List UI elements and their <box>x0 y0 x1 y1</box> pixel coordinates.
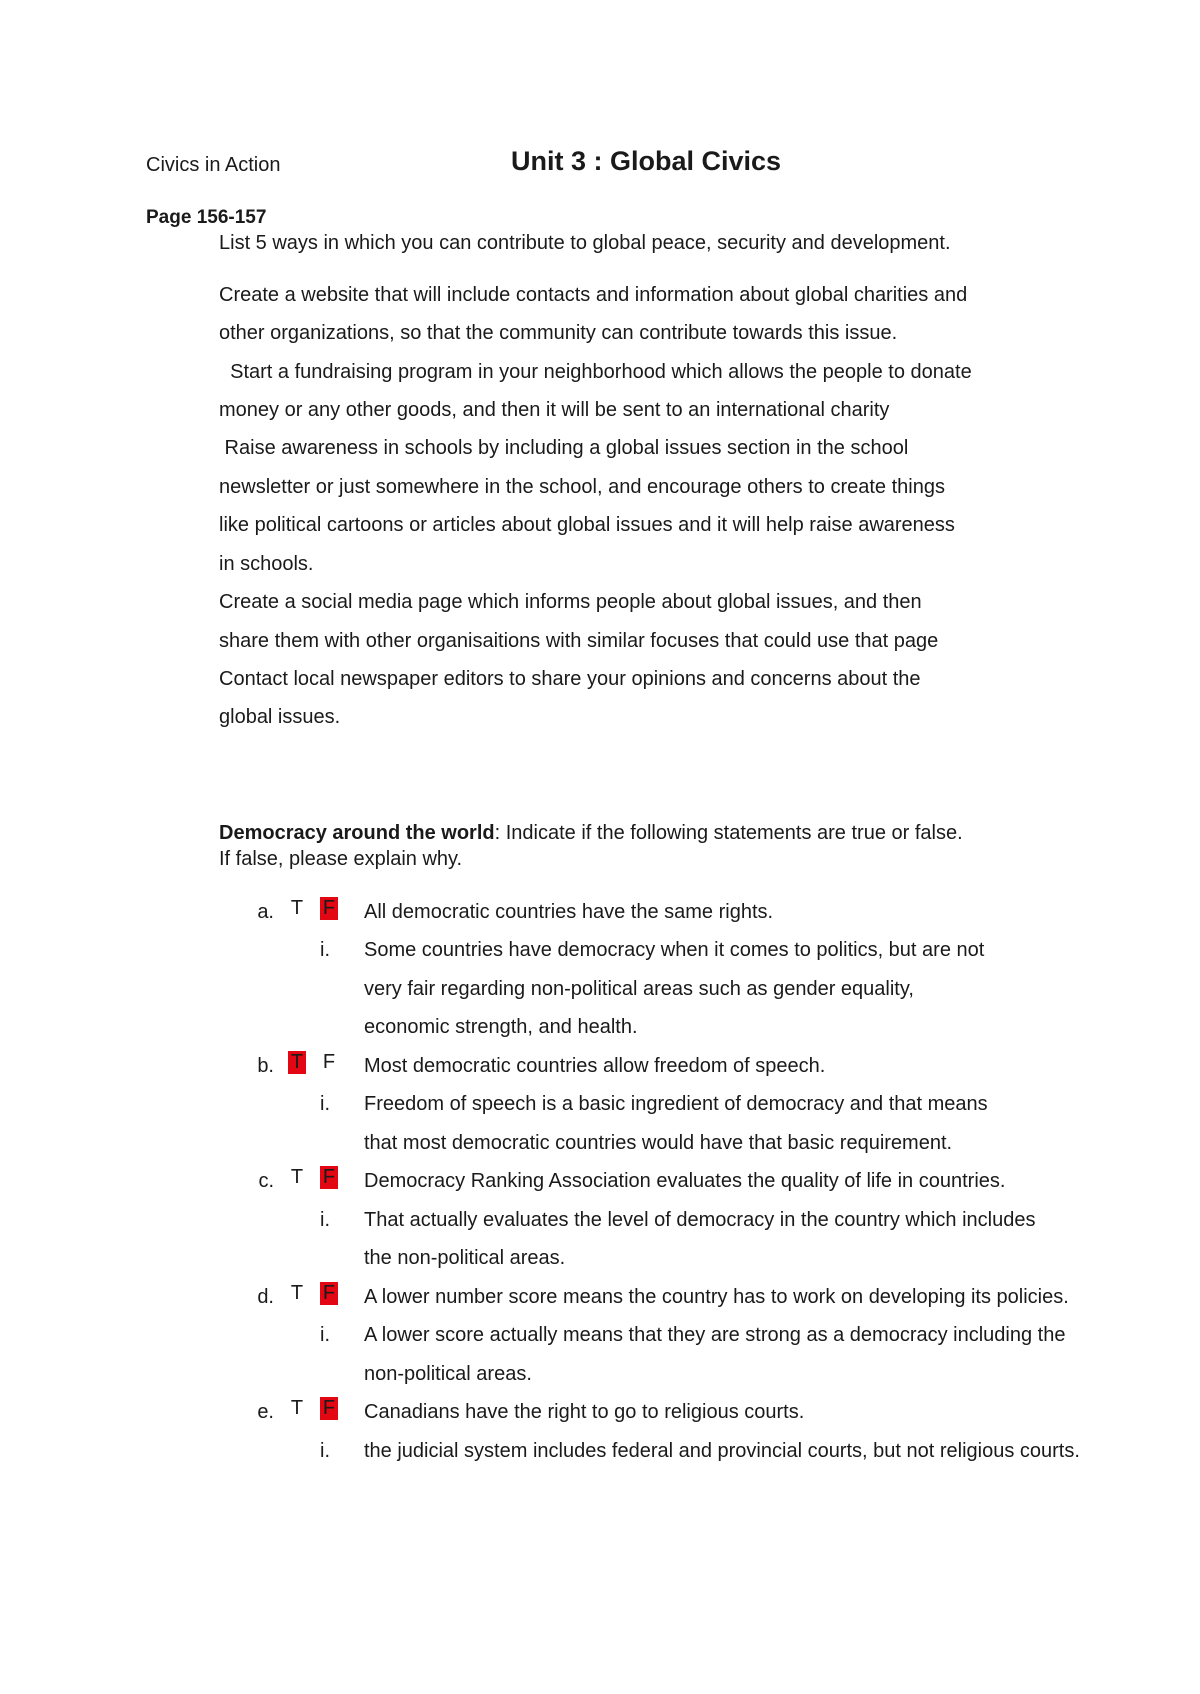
answer-line: in schools. <box>219 553 314 575</box>
item-letter: b. <box>257 1055 274 1077</box>
statement-text: All democratic countries have the same rights. <box>364 901 774 923</box>
explanation-line: economic strength, and health. <box>364 1016 638 1038</box>
sub-item-numeral: i. <box>320 1209 330 1231</box>
explanation-line: that most democratic countries would have that basic requirement. <box>364 1132 953 1154</box>
statement-text: Canadians have the right to go to religious courts. <box>364 1401 805 1423</box>
explanation-line: Freedom of speech is a basic ingredient of democracy and that means <box>364 1093 988 1115</box>
answer-line: money or any other goods, and then it will be sent to an international charity <box>219 399 890 421</box>
answer-line: other organizations, so that the community can contribute towards this issue. <box>219 322 898 344</box>
statement-text: Most democratic countries allow freedom of speech. <box>364 1055 826 1077</box>
sub-item-numeral: i. <box>320 939 330 961</box>
democracy-instruction: : Indicate if the following statements are true or false. <box>494 822 963 844</box>
democracy-heading <box>219 823 963 843</box>
democracy-title: Democracy around the world <box>219 822 495 844</box>
explanation-line: very fair regarding non-political areas such as gender equality, <box>364 978 914 1000</box>
answer-line: global issues. <box>219 706 341 728</box>
sub-item-numeral: i. <box>320 1093 330 1115</box>
true-option[interactable]: T <box>290 1166 304 1188</box>
question-prompt: List 5 ways in which you can contribute to global peace, security and development. <box>219 232 951 254</box>
unit-title: Unit 3 : Global Civics <box>511 146 782 176</box>
explanation-line: A lower score actually means that they are strong as a democracy including the <box>364 1324 1066 1346</box>
answer-line: Start a fundraising program in your neighborhood which allows the people to donate <box>219 361 972 383</box>
explanation-line: the judicial system includes federal and provincial courts, but not religious courts. <box>364 1440 1080 1462</box>
false-option[interactable]: F <box>322 1051 336 1073</box>
true-option[interactable]: T <box>290 1282 304 1304</box>
answer-line: Raise awareness in schools by including a global issues section in the school <box>219 437 909 459</box>
answer-line: Create a website that will include contacts and information about global charities and <box>219 284 968 306</box>
page-reference: Page 156-157 <box>146 207 267 228</box>
explanation-line: the non-political areas. <box>364 1247 566 1269</box>
true-option[interactable]: T <box>290 897 304 919</box>
false-option[interactable]: F <box>320 897 338 920</box>
item-letter: c. <box>258 1170 274 1192</box>
true-option[interactable]: T <box>290 1397 304 1419</box>
item-letter: d. <box>257 1286 274 1308</box>
false-option[interactable]: F <box>320 1282 338 1305</box>
true-option[interactable]: T <box>288 1051 306 1074</box>
item-letter: e. <box>257 1401 274 1423</box>
answer-line: newsletter or just somewhere in the school, and encourage others to create things <box>219 476 945 498</box>
item-letter: a. <box>257 901 274 923</box>
statement-text: Democracy Ranking Association evaluates the quality of life in countries. <box>364 1170 1006 1192</box>
answer-line: like political cartoons or articles about global issues and it will help raise awareness <box>219 514 955 536</box>
sub-item-numeral: i. <box>320 1440 330 1462</box>
answer-line: Create a social media page which informs people about global issues, and then <box>219 591 922 613</box>
answer-line: share them with other organisaitions with similar focuses that could use that page <box>219 630 939 652</box>
statement-text: A lower number score means the country has to work on developing its policies. <box>364 1286 1069 1308</box>
explanation-line: Some countries have democracy when it comes to politics, but are not <box>364 939 985 961</box>
false-option[interactable]: F <box>320 1397 338 1420</box>
answer-line: Contact local newspaper editors to share your opinions and concerns about the <box>219 668 921 690</box>
democracy-instruction-2: If false, please explain why. <box>219 848 463 870</box>
explanation-line: non-political areas. <box>364 1363 532 1385</box>
false-option[interactable]: F <box>320 1166 338 1189</box>
explanation-line: That actually evaluates the level of democracy in the country which includes <box>364 1209 1036 1231</box>
sub-item-numeral: i. <box>320 1324 330 1346</box>
course-name: Civics in Action <box>146 154 281 176</box>
